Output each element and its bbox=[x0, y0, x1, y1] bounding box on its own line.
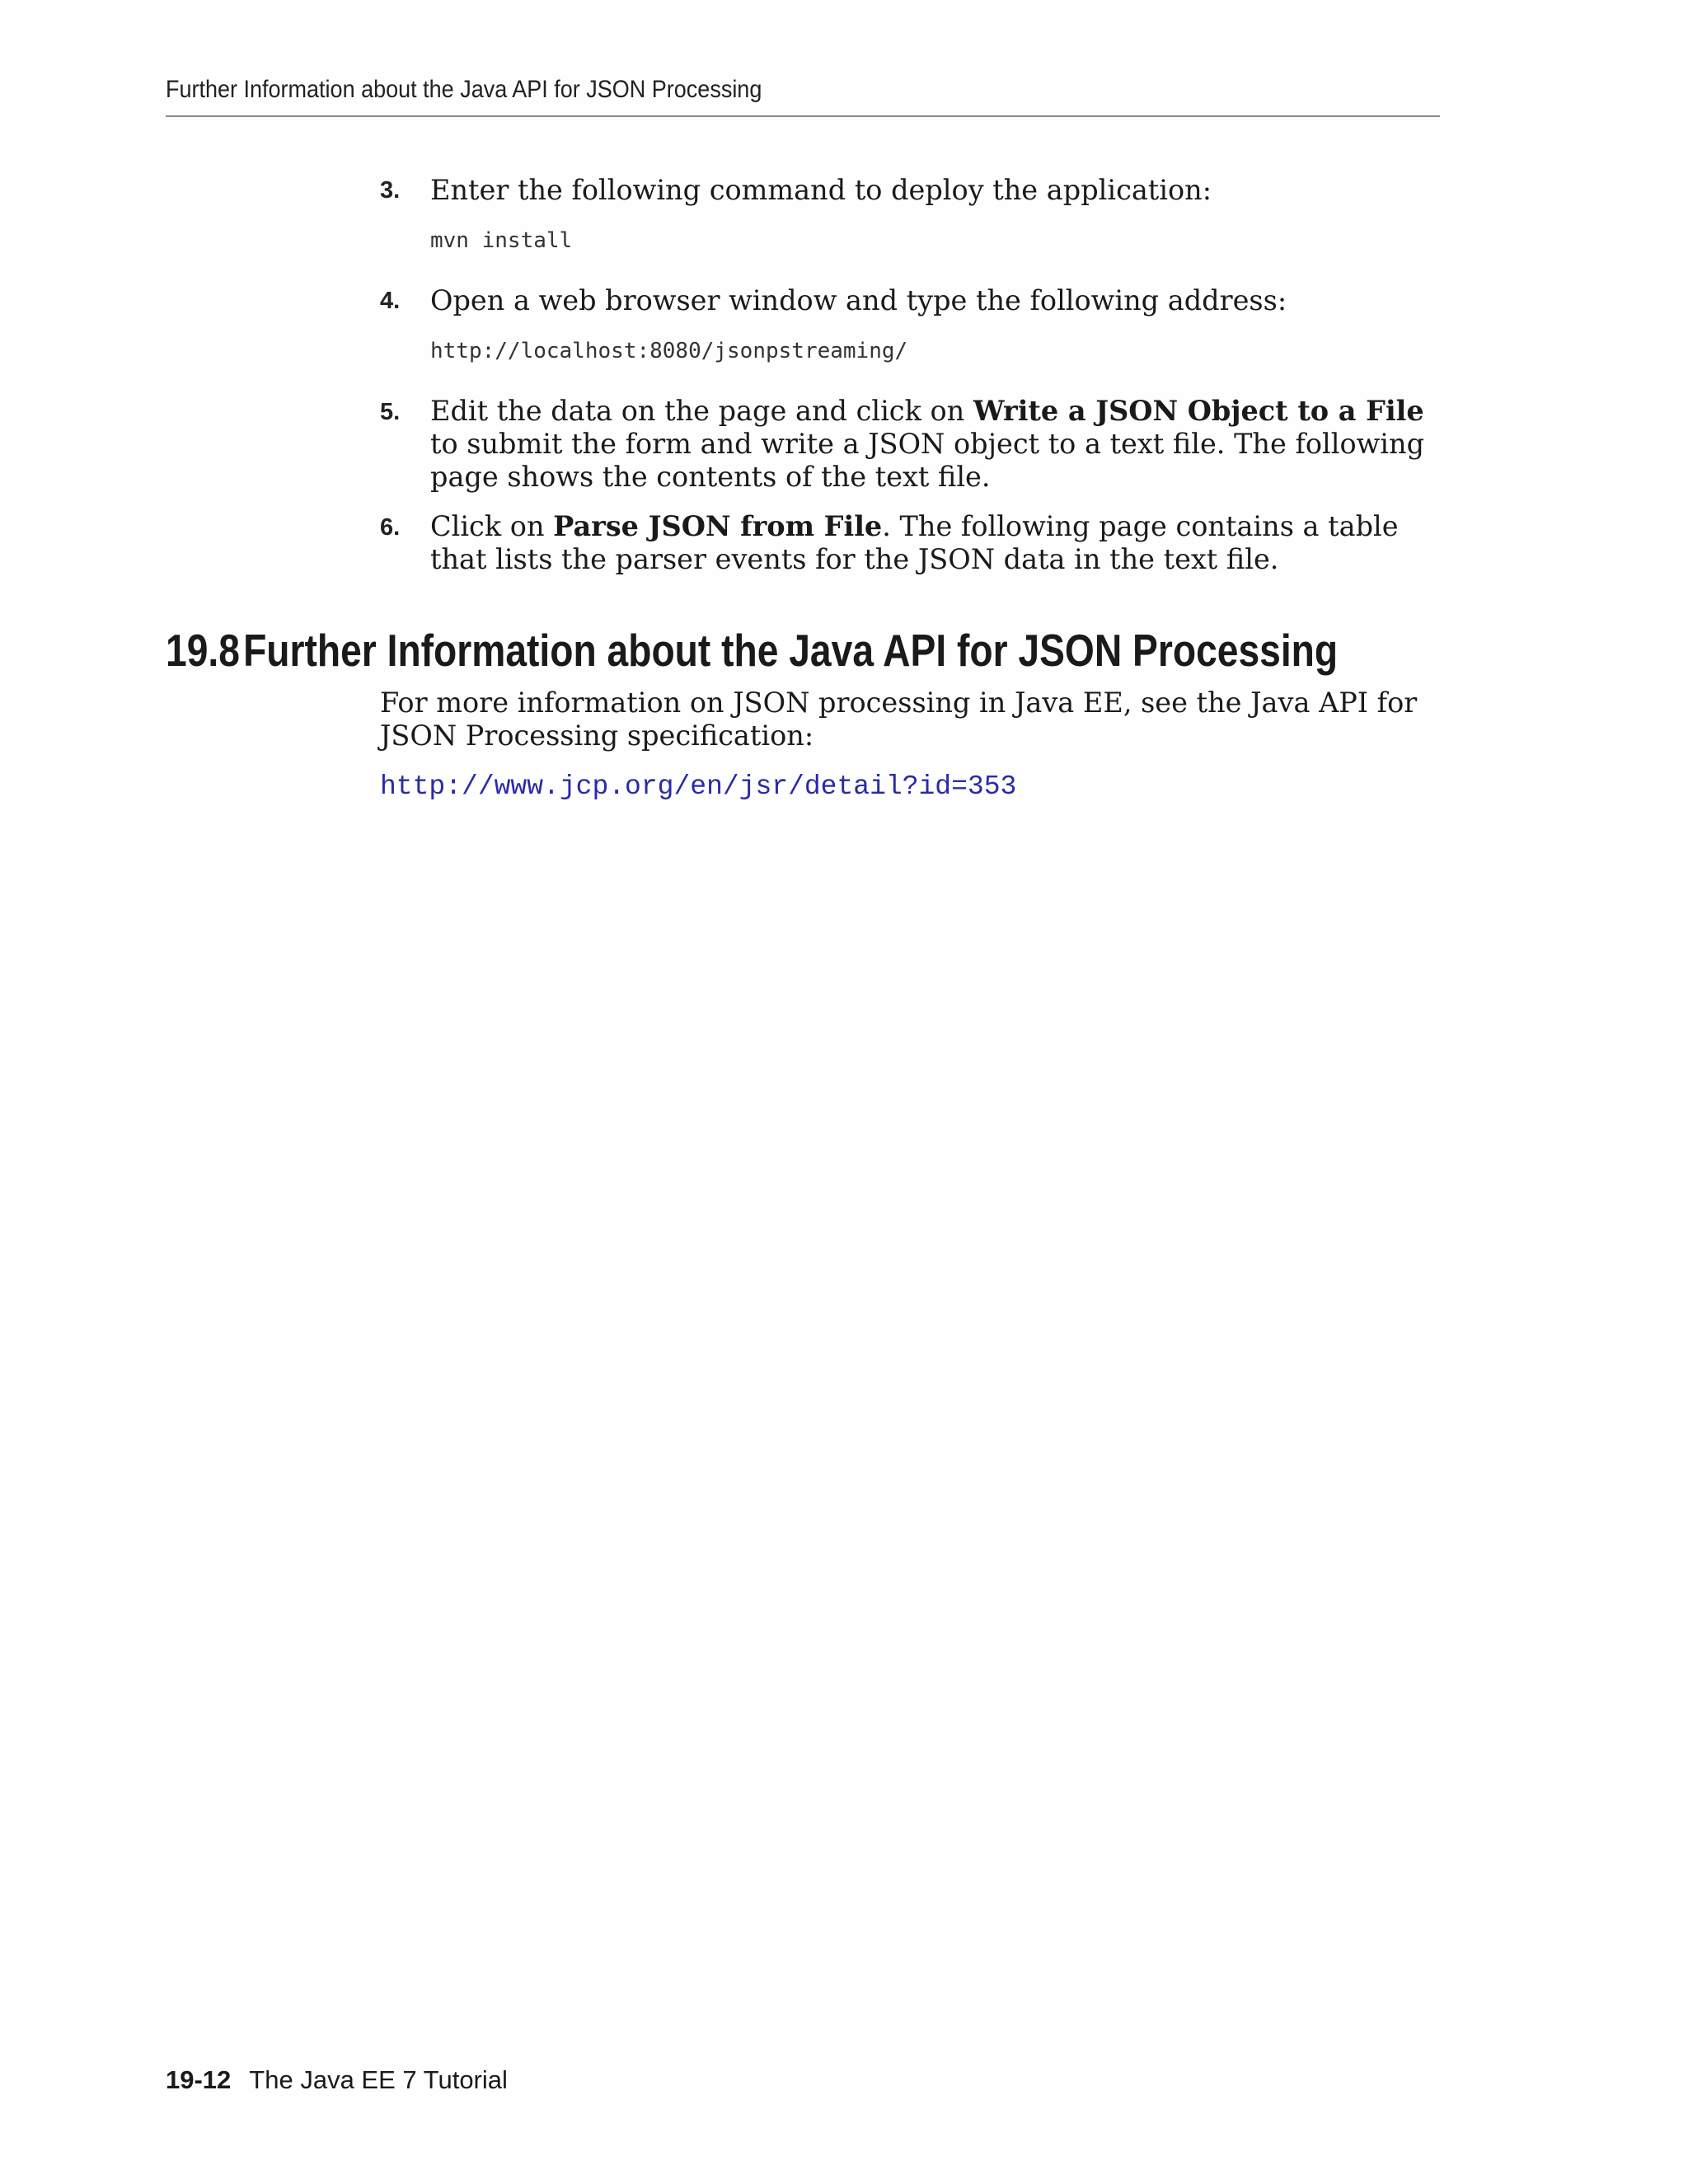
ui-label-write-json-object: Write a JSON Object to a File bbox=[973, 395, 1424, 427]
section-body: For more information on JSON processing in Java EE, see the Java API for JSON Processing specification: bbox=[380, 687, 1418, 752]
step-text-before: Edit the data on the page and click on bbox=[430, 395, 973, 427]
running-header: Further Information about the Java API for JSON Processing bbox=[166, 76, 762, 103]
step-text: Enter the following command to deploy the application: bbox=[430, 174, 1212, 206]
step-text bbox=[430, 395, 1444, 494]
step-text bbox=[430, 510, 1444, 576]
step-number: 3. bbox=[380, 177, 401, 204]
code-address: http://localhost:8080/jsonpstreaming/ bbox=[430, 339, 908, 363]
step-number: 6. bbox=[380, 514, 401, 541]
ui-label-parse-json: Parse JSON from File bbox=[553, 510, 883, 542]
step-text: Open a web browser window and type the following address: bbox=[430, 284, 1287, 316]
step-number: 4. bbox=[380, 288, 401, 314]
page-number: 19-12 bbox=[166, 2065, 232, 2094]
spec-link[interactable]: http://www.jcp.org/en/jsr/detail?id=353 bbox=[380, 771, 1017, 802]
section-number: 19.8 bbox=[166, 625, 240, 676]
section-heading bbox=[166, 624, 1338, 677]
header-divider bbox=[166, 115, 1440, 117]
step-text-after: to submit the form and write a JSON object to a text file. The following page shows the contents of the text file. bbox=[430, 428, 1425, 493]
page-footer bbox=[166, 2065, 508, 2095]
book-title: The Java EE 7 Tutorial bbox=[249, 2065, 508, 2094]
step-text-before: Click on bbox=[430, 510, 554, 542]
code-command: mvn install bbox=[430, 228, 573, 253]
step-text-after: . The following page contains a table that lists the parser events for the JSON data in the text file. bbox=[430, 510, 1399, 575]
step-number: 5. bbox=[380, 399, 401, 425]
section-title: Further Information about the Java API for JSON Processing bbox=[243, 625, 1339, 676]
